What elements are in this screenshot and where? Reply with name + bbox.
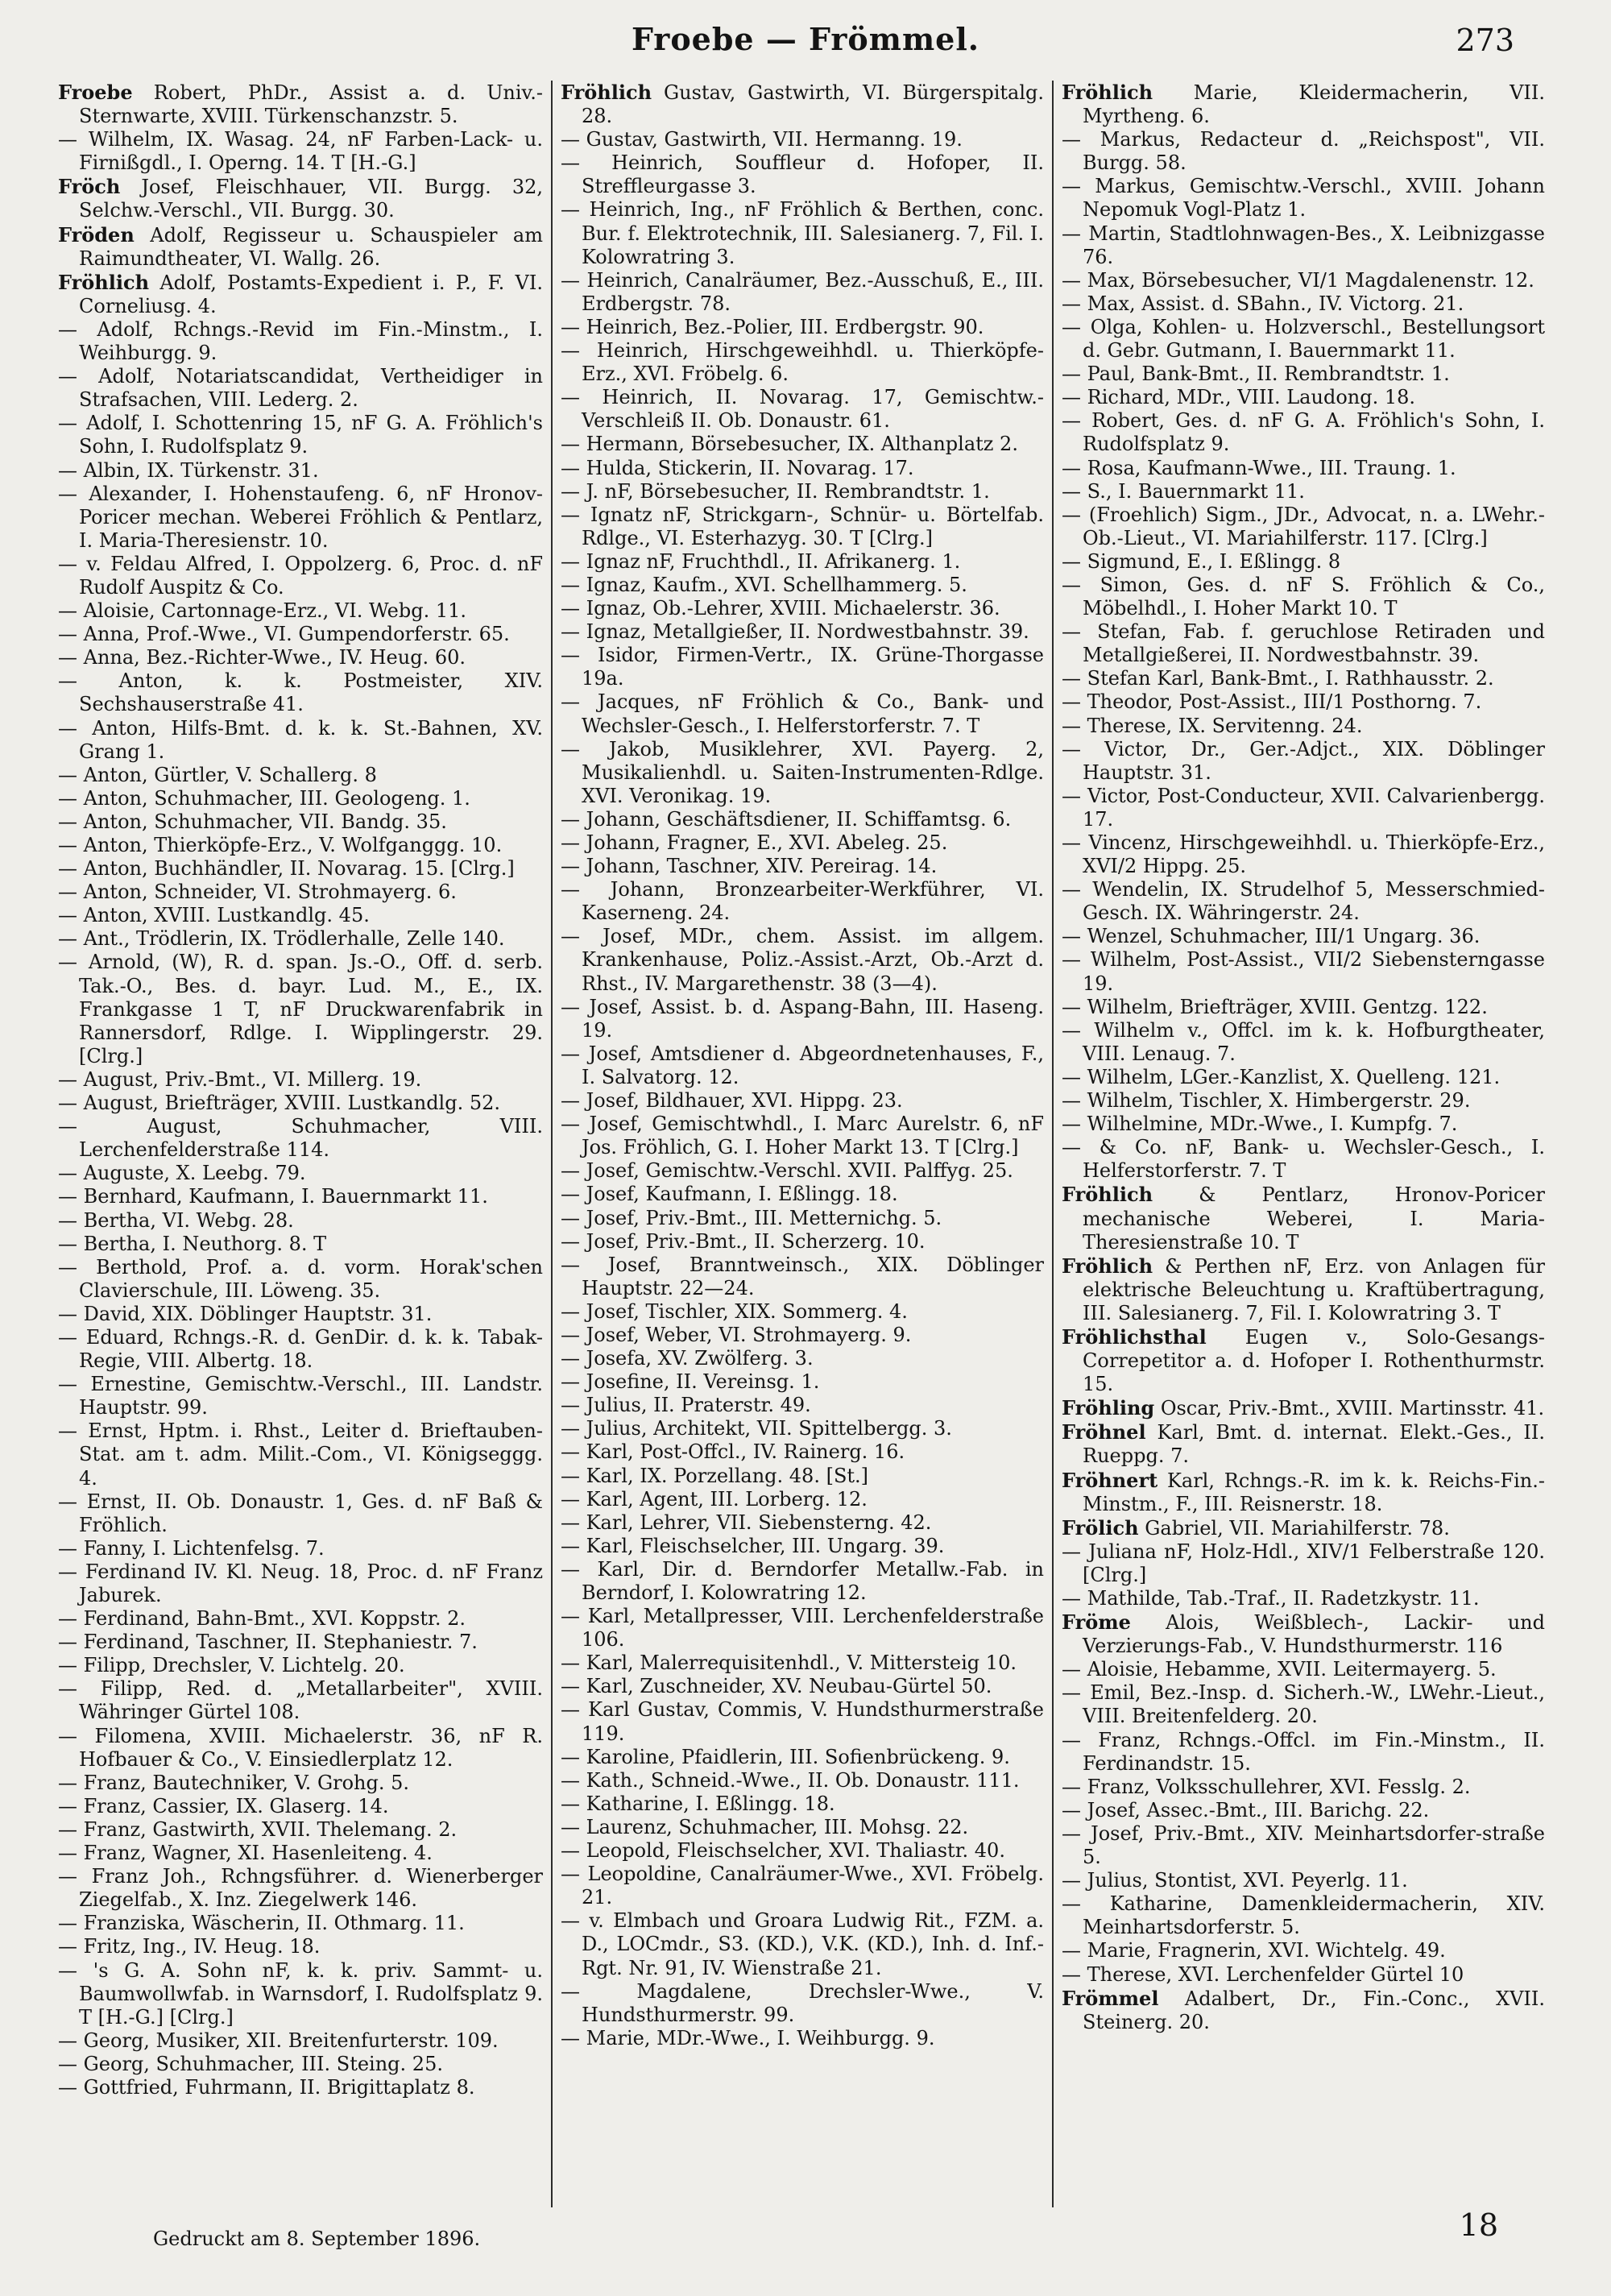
directory-entry: — Hulda, Stickerin, II. Novarag. 17. xyxy=(561,456,914,479)
directory-entry: — Karoline, Pfaidlerin, III. Sofienbrückeng. 9. xyxy=(561,1745,1010,1768)
directory-entry: — Johann, Taschner, XIV. Pereirag. 14. xyxy=(561,855,938,878)
directory-entry: — Josef, Tischler, XIX. Sommerg. 4. xyxy=(561,1299,908,1323)
directory-entry: — Rosa, Kaufmann-Wwe., III. Traung. 1. xyxy=(1062,456,1456,479)
directory-entry: — Franz, Rchngs.-Offcl. im Fin.-Minstm., II. Ferdinandstr. 15. xyxy=(1062,1728,1545,1775)
directory-entry: — Georg, Schuhmacher, III. Steing. 25. xyxy=(58,2052,443,2075)
directory-entry: — Bertha, I. Neuthorg. 8. T xyxy=(58,1232,327,1255)
directory-entry: — Laurenz, Schuhmacher, III. Mohsg. 22. xyxy=(561,1815,969,1838)
directory-entry: — Josef, Priv.-Bmt., XIV. Meinhartsdorfer-straße 5. xyxy=(1062,1821,1545,1869)
directory-entry: — Karl, Lehrer, VII. Siebensterng. 42. xyxy=(561,1511,932,1534)
directory-entry: — Victor, Dr., Ger.-Adjct., XIX. Döblinger Hauptstr. 31. xyxy=(1062,737,1545,784)
entry-surname: Frömmel xyxy=(1062,1986,1159,2010)
entry-surname: Froebe xyxy=(58,81,133,104)
directory-entry: — Anton, Hilfs-Bmt. d. k. k. St.-Bahnen, XV. Grang 1. xyxy=(58,716,543,763)
entry-surname: Fröhnert xyxy=(1062,1468,1158,1492)
directory-entry: — Josef, Weber, VI. Strohmayerg. 9. xyxy=(561,1323,912,1346)
entry-surname: Fröch xyxy=(58,175,121,199)
directory-entry: — Therese, XVI. Lerchenfelder Gürtel 10 xyxy=(1062,1962,1464,1986)
directory-entry: — Ernst, Hptm. i. Rhst., Leiter d. Brieftauben-Stat. am t. adm. Milit.-Com., VI. Königseggg. 4. xyxy=(58,1419,543,1490)
column-middle xyxy=(551,81,1052,2207)
directory-entry: Fröhlichsthal Eugen v., Solo-Gesangs-Correpetitor a. d. Hofoper I. Rothenthurmstr. 15. xyxy=(1062,1324,1545,1396)
directory-entry: — Wilhelm, LGer.-Kanzlist, X. Quelleng. 121. xyxy=(1062,1065,1501,1088)
directory-entry: — Johann, Geschäftsdiener, II. Schiffamtsg. 6. xyxy=(561,807,1012,831)
directory-entry: — Markus, Redacteur d. „Reichspost", VII. Burgg. 58. xyxy=(1062,128,1545,175)
directory-entry: — Vincenz, Hirschgeweihhdl. u. Thierköpfe-Erz., XVI/2 Hippg. 25. xyxy=(1062,831,1545,878)
directory-entry: — Franziska, Wäscherin, II. Othmarg. 11. xyxy=(58,1912,465,1935)
directory-entry: — Wilhelm v., Offcl. im k. k. Hofburgtheater, VIII. Lenaug. 7. xyxy=(1062,1018,1545,1065)
directory-entry: — Anna, Bez.-Richter-Wwe., IV. Heug. 60. xyxy=(58,646,466,669)
column-right xyxy=(1052,81,1553,2207)
directory-entry: — Karl, Zuschneider, XV. Neubau-Gürtel 50. xyxy=(561,1675,992,1698)
directory-entry: — Anton, Gürtler, V. Schallerg. 8 xyxy=(58,763,377,786)
directory-entry: — Karl Gustav, Commis, V. Hundsthurmerstraße 119. xyxy=(561,1698,1044,1745)
directory-entry: — Karl, Metallpresser, VIII. Lerchenfelderstraße 106. xyxy=(561,1605,1044,1652)
directory-entry: — Karl, Dir. d. Berndorfer Metallw.-Fab. in Berndorf, I. Kolowratring 12. xyxy=(561,1557,1044,1604)
directory-entry: — Filipp, Red. d. „Metallarbeiter", XVIII. Währinger Gürtel 108. xyxy=(58,1677,543,1724)
directory-entry: — Ignaz, Metallgießer, II. Nordwestbahnstr. 39. xyxy=(561,620,1029,644)
directory-entry: — Martin, Stadtlohnwagen-Bes., X. Leibnizgasse 76. xyxy=(1062,222,1545,268)
directory-entry: — Franz, Cassier, IX. Glaserg. 14. xyxy=(58,1794,389,1817)
directory-entry: — Olga, Kohlen- u. Holzverschl., Bestellungsort d. Gebr. Gutmann, I. Bauernmarkt 11. xyxy=(1062,315,1545,363)
directory-entry: — Heinrich, Bez.-Polier, III. Erdbergstr. 90. xyxy=(561,315,984,338)
directory-entry: Frölich Gabriel, VII. Mariahilferstr. 78. xyxy=(1062,1515,1450,1540)
directory-entry: — Gottfried, Fuhrmann, II. Brigittaplatz 8. xyxy=(58,2075,475,2099)
directory-entry: Fröhlich Marie, Kleidermacherin, VII. Myrtheng. 6. xyxy=(1062,81,1545,128)
directory-entry: — Heinrich, Hirschgeweihhdl. u. Thierköpfe-Erz., XVI. Fröbelg. 6. xyxy=(561,339,1044,386)
directory-entry: — & Co. nF, Bank- u. Wechsler-Gesch., I. Helferstorferstr. 7. T xyxy=(1062,1136,1545,1183)
entry-surname: Fröhlich xyxy=(561,81,652,104)
directory-entry: — Kath., Schneid.-Wwe., II. Ob. Donaustr. 111. xyxy=(561,1768,1020,1792)
directory-entry: Fröhnert Karl, Rchngs.-R. im k. k. Reichs-Fin.-Minstm., F., III. Reisnerstr. 18. xyxy=(1062,1468,1545,1515)
directory-entry: — Josef, Bildhauer, XVI. Hippg. 23. xyxy=(561,1089,903,1113)
directory-entry: — Franz, Gastwirth, XVII. Thelemang. 2. xyxy=(58,1817,458,1841)
directory-entry: — Wilhelm, IX. Wasag. 24, nF Farben-Lack- u. Firnißgdl., I. Operng. 14. T [H.-G.] xyxy=(58,128,543,175)
directory-entry: — Adolf, Rchngs.-Revid im Fin.-Minstm., I. Weihburgg. 9. xyxy=(58,317,543,365)
directory-entry: — Josef, Assec.-Bmt., III. Barichg. 22. xyxy=(1062,1798,1430,1821)
directory-entry: — Mathilde, Tab.-Traf., II. Radetzkystr. 11. xyxy=(1062,1587,1480,1610)
directory-entry: — Josef, Gemischtw.-Verschl. XVII. Palffyg. 25. xyxy=(561,1159,1013,1183)
directory-entry: — Albin, IX. Türkenstr. 31. xyxy=(58,458,319,482)
directory-entry: — Ferdinand, Taschner, II. Stephaniestr. 7. xyxy=(58,1631,478,1654)
directory-entry: Fröhlich & Pentlarz, Hronov-Poricer mechanische Weberei, I. Maria-Theresienstraße 10. T xyxy=(1062,1183,1545,1254)
directory-entry: — Robert, Ges. d. nF G. A. Fröhlich's Sohn, I. Rudolfsplatz 9. xyxy=(1062,409,1545,456)
directory-entry: — Johann, Bronzearbeiter-Werkführer, VI. Kaserneng. 24. xyxy=(561,878,1044,925)
directory-entry: — Franz Joh., Rchngsführer. d. Wienerberger Ziegelfab., X. Inz. Ziegelwerk 146. xyxy=(58,1865,543,1912)
directory-entry: — Ernst, II. Ob. Donaustr. 1, Ges. d. nF Baß & Fröhlich. xyxy=(58,1490,543,1536)
directory-entry: — Stefan, Fab. f. geruchlose Retiraden und Metallgießerei, II. Nordwestbahnstr. 39. xyxy=(1062,620,1545,667)
directory-entry: — Marie, MDr.-Wwe., I. Weihburgg. 9. xyxy=(561,2026,935,2049)
directory-entry: — Hermann, Börsebesucher, IX. Althanplatz 2. xyxy=(561,433,1018,456)
page-header xyxy=(0,21,1611,66)
directory-entry: — Magdalene, Drechsler-Wwe., V. Hundsthurmerstr. 99. xyxy=(561,1979,1044,2026)
directory-entry: — Anton, XVIII. Lustkandlg. 45. xyxy=(58,904,370,927)
directory-entry: — Wendelin, IX. Strudelhof 5, Messerschmied-Gesch. IX. Währingerstr. 24. xyxy=(1062,878,1545,925)
directory-entry: — Josef, Kaufmann, I. Eßlingg. 18. xyxy=(561,1183,898,1206)
directory-entry: Froebe Robert, PhDr., Assist a. d. Univ.-Sternwarte, XVIII. Türkenschanzstr. 5. xyxy=(58,81,543,128)
directory-entry: — Josef, Branntweinsch., XIX. Döblinger Hauptstr. 22—24. xyxy=(561,1253,1044,1299)
directory-entry: — Anton, k. k. Postmeister, XIV. Sechshauserstraße 41. xyxy=(58,669,543,716)
directory-entry: — Max, Börsebesucher, VI/1 Magdalenenstr. 12. xyxy=(1062,268,1534,292)
sheet-number: 18 xyxy=(1459,2207,1498,2243)
entry-surname: Fröme xyxy=(1062,1610,1131,1635)
directory-entry: — v. Feldau Alfred, I. Oppolzerg. 6, Proc. d. nF Rudolf Auspitz & Co. xyxy=(58,552,543,599)
entry-surname: Fröhlich xyxy=(1062,1183,1153,1207)
directory-entry: Fröhling Oscar, Priv.-Bmt., XVIII. Martinsstr. 41. xyxy=(1062,1396,1545,1420)
directory-entry: — Fritz, Ing., IV. Heug. 18. xyxy=(58,1935,321,1958)
directory-entry: — Fanny, I. Lichtenfelsg. 7. xyxy=(58,1536,325,1560)
page-number: 273 xyxy=(1456,23,1514,58)
directory-entry: Fröhnel Karl, Bmt. d. internat. Elekt.-Ges., II. Rueppg. 7. xyxy=(1062,1420,1545,1468)
directory-entry: — Josefine, II. Vereinsg. 1. xyxy=(561,1370,820,1394)
directory-entry: — Berthold, Prof. a. d. vorm. Horak'schen Clavierschule, III. Löweng. 35. xyxy=(58,1255,543,1302)
directory-entry: — Anton, Schneider, VI. Strohmayerg. 6. xyxy=(58,881,457,904)
directory-entry: — Karl, Fleischselcher, III. Ungarg. 39. xyxy=(561,1534,945,1557)
directory-entry: Fröhlich Gustav, Gastwirth, VI. Bürgerspitalg. 28. xyxy=(561,81,1044,128)
directory-entry: — Ignaz nF, Fruchthdl., II. Afrikanerg. 1. xyxy=(561,549,961,573)
directory-entry: — Anton, Schuhmacher, III. Geologeng. 1. xyxy=(58,786,470,810)
directory-entry: Fröden Adolf, Regisseur u. Schauspieler am Raimundtheater, VI. Wallg. 26. xyxy=(58,222,543,270)
directory-entry: — Simon, Ges. d. nF S. Fröhlich & Co., Möbelhdl., I. Hoher Markt 10. T xyxy=(1062,573,1545,620)
directory-entry: — Anton, Schuhmacher, VII. Bandg. 35. xyxy=(58,810,447,833)
directory-entry: — Josef, Gemischtwhdl., I. Marc Aurelstr. 6, nF Jos. Fröhlich, G. I. Hoher Markt 13. T [Clrg.] xyxy=(561,1113,1044,1159)
directory-entry: — Ferdinand IV. Kl. Neug. 18, Proc. d. nF Franz Jaburek. xyxy=(58,1560,543,1606)
directory-entry: — Marie, Fragnerin, XVI. Wichtelg. 49. xyxy=(1062,1939,1446,1962)
directory-entry: — Josef, Assist. b. d. Aspang-Bahn, III. Haseng. 19. xyxy=(561,995,1044,1042)
directory-entry: — Bernhard, Kaufmann, I. Bauernmarkt 11. xyxy=(58,1185,488,1208)
directory-entry: — August, Briefträger, XVIII. Lustkandlg. 52. xyxy=(58,1092,501,1115)
entry-surname: Fröden xyxy=(58,222,135,247)
entry-surname: Fröhlich xyxy=(1062,1254,1153,1278)
directory-entry: Frömmel Adalbert, Dr., Fin.-Conc., XVII. Steinerg. 20. xyxy=(1062,1986,1545,2033)
directory-entry: — Franz, Wagner, XI. Hasenleiteng. 4. xyxy=(58,1842,433,1865)
directory-entry: Fröch Josef, Fleischhauer, VII. Burgg. 32, Selchw.-Verschl., VII. Burgg. 30. xyxy=(58,175,543,222)
directory-entry: — Sigmund, E., I. Eßlingg. 8 xyxy=(1062,549,1341,573)
directory-entry: — Adolf, I. Schottenring 15, nF G. A. Fröhlich's Sohn, I. Rudolfsplatz 9. xyxy=(58,412,543,458)
directory-entry: — Heinrich, Ing., nF Fröhlich & Berthen, conc. Bur. f. Elektrotechnik, III. Salesianerg. 7, Fil. I. Kolowratring 3. xyxy=(561,198,1044,268)
directory-entry: — Wilhelm, Briefträger, XVIII. Gentzg. 122. xyxy=(1062,995,1488,1018)
directory-entry: — Ernestine, Gemischtw.-Verschl., III. Landstr. Hauptstr. 99. xyxy=(58,1373,543,1419)
directory-entry: — Aloisie, Cartonnage-Erz., VI. Webg. 11. xyxy=(58,599,467,623)
directory-entry: — Jakob, Musiklehrer, XVI. Payerg. 2, Musikalienhdl. u. Saiten-Instrumenten-Rdlge. XVI. Veronikag. 19. xyxy=(561,737,1044,807)
directory-entry: — Anton, Thierköpfe-Erz., V. Wolfganggg. 10. xyxy=(58,834,503,856)
directory-entry: — Karl, IX. Porzellang. 48. [St.] xyxy=(561,1464,869,1487)
directory-entry: — Juliana nF, Holz-Hdl., XIV/1 Felberstraße 120. [Clrg.] xyxy=(1062,1540,1545,1586)
directory-entry: — Adolf, Notariatscandidat, Vertheidiger in Strafsachen, VIII. Lederg. 2. xyxy=(58,365,543,412)
column-left xyxy=(50,81,551,2207)
directory-entry: — Ignatz nF, Strickgarn-, Schnür- u. Börtelfab. Rdlge., VI. Esterhazyg. 30. T [Clrg.] xyxy=(561,503,1044,549)
directory-entry: — S., I. Bauernmarkt 11. xyxy=(1062,479,1305,503)
entry-surname: Fröhlichsthal xyxy=(1062,1324,1207,1349)
directory-entry: — Josef, MDr., chem. Assist. im allgem. Krankenhause, Poliz.-Assist.-Arzt, Ob.-Arzt d. Rhst., IV. Margarethenstr. 38 (3—4). xyxy=(561,925,1044,995)
directory-entry: — Leopold, Fleischselcher, XVI. Thaliastr. 40. xyxy=(561,1839,1005,1863)
entry-surname: Fröhnel xyxy=(1062,1420,1146,1444)
directory-entry: — Leopoldine, Canalräumer-Wwe., XVI. Fröbelg. 21. xyxy=(561,1863,1044,1909)
print-date: Gedruckt am 8. September 1896. xyxy=(153,2228,481,2250)
directory-entry: — Franz, Bautechniker, V. Grohg. 5. xyxy=(58,1771,410,1794)
directory-entry: — Wilhelm, Post-Assist., VII/2 Siebensterngasse 19. xyxy=(1062,948,1545,995)
directory-entry: — Arnold, (W), R. d. span. Js.-O., Off. d. serb. Tak.-O., Bes. d. bayr. Lud. M., E., IX. Frankgasse 1 T, nF Druckwarenfabrik in Rannersdorf, Rdlge. I. Wipplingerstr. 29. [Clrg.] xyxy=(58,951,543,1067)
directory-entry: — v. Elmbach und Groara Ludwig Rit., FZM. a. D., LOCmdr., S3. (KD.), V.K. (KD.), Inh. d. Inf.-Rgt. Nr. 91, IV. Wienstraße 21. xyxy=(561,1909,1044,1979)
directory-entry: — Karl, Malerrequisitenhdl., V. Mittersteig 10. xyxy=(561,1652,1017,1675)
directory-entry: — Heinrich, Souffleur d. Hofoper, II. Streffleurgasse 3. xyxy=(561,151,1044,198)
directory-entry: — Ignaz, Ob.-Lehrer, XVIII. Michaelerstr. 36. xyxy=(561,597,1000,620)
directory-entry: — Paul, Bank-Bmt., II. Rembrandtstr. 1. xyxy=(1062,363,1450,386)
directory-entry: — David, XIX. Döblinger Hauptstr. 31. xyxy=(58,1302,433,1325)
directory-entry: — Theodor, Post-Assist., III/1 Posthorng. 7. xyxy=(1062,690,1482,714)
directory-entry: — Josef, Priv.-Bmt., II. Scherzerg. 10. xyxy=(561,1229,926,1253)
directory-entry: — Anna, Prof.-Wwe., VI. Gumpendorferstr. 65. xyxy=(58,623,510,646)
directory-entry: — Markus, Gemischtw.-Verschl., XVIII. Johann Nepomuk Vogl-Platz 1. xyxy=(1062,175,1545,222)
directory-entry: — August, Schuhmacher, VIII. Lerchenfelderstraße 114. xyxy=(58,1115,543,1162)
directory-entry: — Anton, Buchhändler, II. Novarag. 15. [Clrg.] xyxy=(58,857,515,881)
directory-entry: — (Froehlich) Sigm., JDr., Advocat, n. a. LWehr.-Ob.-Lieut., VI. Mariahilferstr. 117. [Clrg.] xyxy=(1062,503,1545,549)
directory-entry: — Julius, Architekt, VII. Spittelbergg. 3. xyxy=(561,1417,952,1440)
entry-surname: Frölich xyxy=(1062,1515,1139,1540)
entry-surname: Fröhlich xyxy=(58,270,150,294)
directory-entry: — Isidor, Firmen-Vertr., IX. Grüne-Thorgasse 19a. xyxy=(561,644,1044,690)
directory-entry: — Heinrich, II. Novarag. 17, Gemischtw.-Verschleiß II. Ob. Donaustr. 61. xyxy=(561,386,1044,433)
directory-entry: — Aloisie, Hebamme, XVII. Leitermayerg. 5. xyxy=(1062,1658,1497,1681)
directory-entry: — Filomena, XVIII. Michaelerstr. 36, nF R. Hofbauer & Co., V. Einsiedlerplatz 12. xyxy=(58,1724,543,1771)
entry-surname: Fröhling xyxy=(1062,1396,1155,1420)
directory-entry: — Josef, Priv.-Bmt., III. Metternichg. 5. xyxy=(561,1206,942,1229)
directory-entry: — Georg, Musiker, XII. Breitenfurterstr. 109. xyxy=(58,2029,499,2052)
directory-entry: — Bertha, VI. Webg. 28. xyxy=(58,1208,294,1232)
directory-entry: — Karl, Post-Offcl., IV. Rainerg. 16. xyxy=(561,1440,905,1464)
directory-entry: — Jacques, nF Fröhlich & Co., Bank- und Wechsler-Gesch., I. Helferstorferstr. 7. T xyxy=(561,690,1044,737)
directory-entry: — Therese, IX. Servitenng. 24. xyxy=(1062,714,1363,737)
directory-columns xyxy=(50,81,1555,2207)
directory-entry: — Emil, Bez.-Insp. d. Sicherh.-W., LWehr.-Lieut., VIII. Breitenfelderg. 20. xyxy=(1062,1681,1545,1728)
directory-entry: — Richard, MDr., VIII. Laudong. 18. xyxy=(1062,386,1416,409)
directory-entry: — Gustav, Gastwirth, VII. Hermanng. 19. xyxy=(561,128,963,151)
directory-entry: — 's G. A. Sohn nF, k. k. priv. Sammt- u. Baumwollwfab. in Warnsdorf, I. Rudolfsplatz 9. T [H.-G.] [Clrg.] xyxy=(58,1958,543,2029)
directory-entry: — Katharine, Damenkleidermacherin, XIV. Meinhartsdorferstr. 5. xyxy=(1062,1892,1545,1939)
directory-entry: — Karl, Agent, III. Lorberg. 12. xyxy=(561,1487,868,1511)
directory-entry: — Wilhelmine, MDr.-Wwe., I. Kumpfg. 7. xyxy=(1062,1113,1458,1136)
directory-entry: — Wenzel, Schuhmacher, III/1 Ungarg. 36. xyxy=(1062,925,1481,948)
directory-entry: — Alexander, I. Hohenstaufeng. 6, nF Hronov-Poricer mechan. Weberei Fröhlich & Pentlarz, I. Maria-Theresienstr. 10. xyxy=(58,482,543,552)
directory-entry: — Max, Assist. d. SBahn., IV. Victorg. 21. xyxy=(1062,292,1464,315)
directory-entry: — Johann, Fragner, E., XVI. Abeleg. 25. xyxy=(561,831,948,854)
entry-surname: Fröhlich xyxy=(1062,81,1153,104)
directory-entry: — Josefa, XV. Zwölferg. 3. xyxy=(561,1347,814,1370)
directory-entry: — Victor, Post-Conducteur, XVII. Calvarienbergg. 17. xyxy=(1062,784,1545,831)
directory-entry: Fröhlich & Perthen nF, Erz. von Anlagen für elektrische Beleuchtung u. Kraftübertragung, III. Salesianerg. 7, Fil. I. Kolowratring 3. T xyxy=(1062,1254,1545,1324)
directory-entry: Fröhlich Adolf, Postamts-Expedient i. P., F. VI. Corneliusg. 4. xyxy=(58,270,543,317)
directory-entry: — Ant., Trödlerin, IX. Trödlerhalle, Zelle 140. xyxy=(58,927,505,951)
directory-entry: — Auguste, X. Leebg. 79. xyxy=(58,1162,306,1185)
directory-entry: — Julius, II. Praterstr. 49. xyxy=(561,1394,811,1417)
directory-entry: — Eduard, Rchngs.-R. d. GenDir. d. k. k. Tabak-Regie, VIII. Albertg. 18. xyxy=(58,1325,543,1373)
directory-entry: — Franz, Volksschullehrer, XVI. Fesslg. 2. xyxy=(1062,1775,1471,1798)
directory-entry: — Heinrich, Canalräumer, Bez.-Ausschuß, E., III. Erdbergstr. 78. xyxy=(561,268,1044,315)
directory-entry: — Ferdinand, Bahn-Bmt., XVI. Koppstr. 2. xyxy=(58,1607,466,1631)
directory-entry: — Filipp, Drechsler, V. Lichtelg. 20. xyxy=(58,1654,405,1677)
directory-entry: Fröme Alois, Weißblech-, Lackir- und Verzierungs-Fab., V. Hundsthurmerstr. 116 xyxy=(1062,1610,1545,1658)
directory-entry: — Katharine, I. Eßlingg. 18. xyxy=(561,1792,835,1815)
directory-entry: — Wilhelm, Tischler, X. Himbergerstr. 29. xyxy=(1062,1089,1471,1113)
directory-entry: — August, Priv.-Bmt., VI. Millerg. 19. xyxy=(58,1067,422,1091)
running-title: Froebe — Frömmel. xyxy=(632,21,979,57)
directory-entry: — Stefan Karl, Bank-Bmt., I. Rathhausstr. 2. xyxy=(1062,667,1494,690)
directory-entry: — Josef, Amtsdiener d. Abgeordnetenhauses, F., I. Salvatorg. 12. xyxy=(561,1042,1044,1088)
directory-entry: — Ignaz, Kaufm., XVI. Schellhammerg. 5. xyxy=(561,573,967,596)
directory-entry: — Julius, Stontist, XVI. Peyerlg. 11. xyxy=(1062,1869,1408,1892)
directory-entry: — J. nF, Börsebesucher, II. Rembrandtstr. 1. xyxy=(561,479,990,503)
